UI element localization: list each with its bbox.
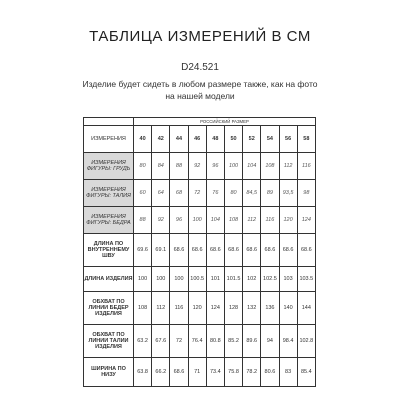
value-cell: 68.6	[170, 234, 188, 267]
value-cell: 78.2	[243, 358, 261, 387]
value-cell: 102.8	[297, 325, 315, 358]
value-cell: 89	[261, 180, 279, 207]
value-cell: 108	[134, 292, 152, 325]
row-label: ДЛИНА ИЗДЕЛИЯ	[84, 267, 134, 292]
value-cell: 68.6	[243, 234, 261, 267]
product-code: D24.521	[181, 62, 219, 73]
value-cell: 102.5	[261, 267, 279, 292]
table-row	[84, 292, 316, 325]
value-cell: 101.5	[224, 267, 242, 292]
value-cell: 112	[243, 207, 261, 234]
size-cell: 46	[188, 126, 206, 153]
value-cell: 67.6	[152, 325, 170, 358]
value-cell: 80	[224, 180, 242, 207]
value-cell: 124	[206, 292, 224, 325]
size-table	[83, 117, 316, 387]
value-cell: 66.2	[152, 358, 170, 387]
value-cell: 100	[224, 153, 242, 180]
value-cell: 68.6	[206, 234, 224, 267]
value-cell: 104	[206, 207, 224, 234]
table-row	[84, 325, 316, 358]
value-cell: 136	[261, 292, 279, 325]
table-corner	[84, 118, 134, 126]
size-cell: 42	[152, 126, 170, 153]
value-cell: 69.6	[134, 234, 152, 267]
value-cell: 89.6	[243, 325, 261, 358]
value-cell: 76	[206, 180, 224, 207]
row-label: ОБХВАТ ПО ЛИНИИ ТАЛИИ ИЗДЕЛИЯ	[84, 325, 134, 358]
table-row	[84, 267, 316, 292]
value-cell: 103.5	[297, 267, 315, 292]
value-cell: 68.6	[261, 234, 279, 267]
value-cell: 80	[134, 153, 152, 180]
table-row	[84, 180, 316, 207]
row-label: ДЛИНА ПО ВНУТРЕННЕМУ ШВУ	[84, 234, 134, 267]
table-row	[84, 153, 316, 180]
fit-note: Изделие будет сидеть в любом размере также, как на фото на нашей модели	[82, 79, 318, 101]
page-title: ТАБЛИЦА ИЗМЕРЕНИЙ В СМ	[89, 28, 311, 45]
value-cell: 76.4	[188, 325, 206, 358]
value-cell: 88	[134, 207, 152, 234]
value-cell: 80.6	[261, 358, 279, 387]
value-cell: 68	[170, 180, 188, 207]
sizes-label: ИЗМЕРЕНИЯ	[84, 126, 134, 153]
value-cell: 68.6	[297, 234, 315, 267]
value-cell: 112	[152, 292, 170, 325]
value-cell: 144	[297, 292, 315, 325]
value-cell: 63.8	[134, 358, 152, 387]
row-label: ОБХВАТ ПО ЛИНИИ БЕДЕР ИЗДЕЛИЯ	[84, 292, 134, 325]
size-cell: 52	[243, 126, 261, 153]
value-cell: 116	[261, 207, 279, 234]
table-row	[84, 207, 316, 234]
value-cell: 100	[170, 267, 188, 292]
value-cell: 100	[134, 267, 152, 292]
size-group-header: РОССИЙСКИЙ РАЗМЕР	[134, 118, 316, 126]
value-cell: 101	[206, 267, 224, 292]
value-cell: 72	[188, 180, 206, 207]
value-cell: 96	[206, 153, 224, 180]
value-cell: 140	[279, 292, 297, 325]
value-cell: 63.2	[134, 325, 152, 358]
row-label: ИЗМЕРЕНИЯ ФИГУРЫ: БЕДРА	[84, 207, 134, 234]
value-cell: 69.1	[152, 234, 170, 267]
size-cell: 54	[261, 126, 279, 153]
value-cell: 68.6	[279, 234, 297, 267]
value-cell: 128	[224, 292, 242, 325]
value-cell: 116	[297, 153, 315, 180]
value-cell: 94	[261, 325, 279, 358]
value-cell: 96	[170, 207, 188, 234]
value-cell: 85.4	[297, 358, 315, 387]
value-cell: 72	[170, 325, 188, 358]
value-cell: 71	[188, 358, 206, 387]
value-cell: 64	[152, 180, 170, 207]
value-cell: 102	[243, 267, 261, 292]
value-cell: 98.4	[279, 325, 297, 358]
value-cell: 98	[297, 180, 315, 207]
value-cell: 80.8	[206, 325, 224, 358]
value-cell: 124	[297, 207, 315, 234]
value-cell: 108	[261, 153, 279, 180]
row-label: ИЗМЕРЕНИЯ ФИГУРЫ: ТАЛИЯ	[84, 180, 134, 207]
value-cell: 60	[134, 180, 152, 207]
row-label: ШИРИНА ПО НИЗУ	[84, 358, 134, 387]
row-label: ИЗМЕРЕНИЯ ФИГУРЫ: ГРУДЬ	[84, 153, 134, 180]
table-row	[84, 234, 316, 267]
value-cell: 83	[279, 358, 297, 387]
size-cell: 48	[206, 126, 224, 153]
value-cell: 84	[152, 153, 170, 180]
value-cell: 92	[152, 207, 170, 234]
value-cell: 116	[170, 292, 188, 325]
size-cell: 56	[279, 126, 297, 153]
value-cell: 68.6	[170, 358, 188, 387]
value-cell: 68.6	[188, 234, 206, 267]
value-cell: 84,5	[243, 180, 261, 207]
table-row	[84, 358, 316, 387]
value-cell: 108	[224, 207, 242, 234]
value-cell: 104	[243, 153, 261, 180]
value-cell: 88	[170, 153, 188, 180]
size-cell: 58	[297, 126, 315, 153]
value-cell: 112	[279, 153, 297, 180]
size-cell: 40	[134, 126, 152, 153]
value-cell: 93,5	[279, 180, 297, 207]
value-cell: 100.5	[188, 267, 206, 292]
value-cell: 100	[152, 267, 170, 292]
value-cell: 73.4	[206, 358, 224, 387]
value-cell: 120	[188, 292, 206, 325]
value-cell: 120	[279, 207, 297, 234]
value-cell: 75.8	[224, 358, 242, 387]
value-cell: 103	[279, 267, 297, 292]
value-cell: 92	[188, 153, 206, 180]
value-cell: 85.2	[224, 325, 242, 358]
size-cell: 44	[170, 126, 188, 153]
value-cell: 132	[243, 292, 261, 325]
size-cell: 50	[224, 126, 242, 153]
value-cell: 68.6	[224, 234, 242, 267]
value-cell: 100	[188, 207, 206, 234]
